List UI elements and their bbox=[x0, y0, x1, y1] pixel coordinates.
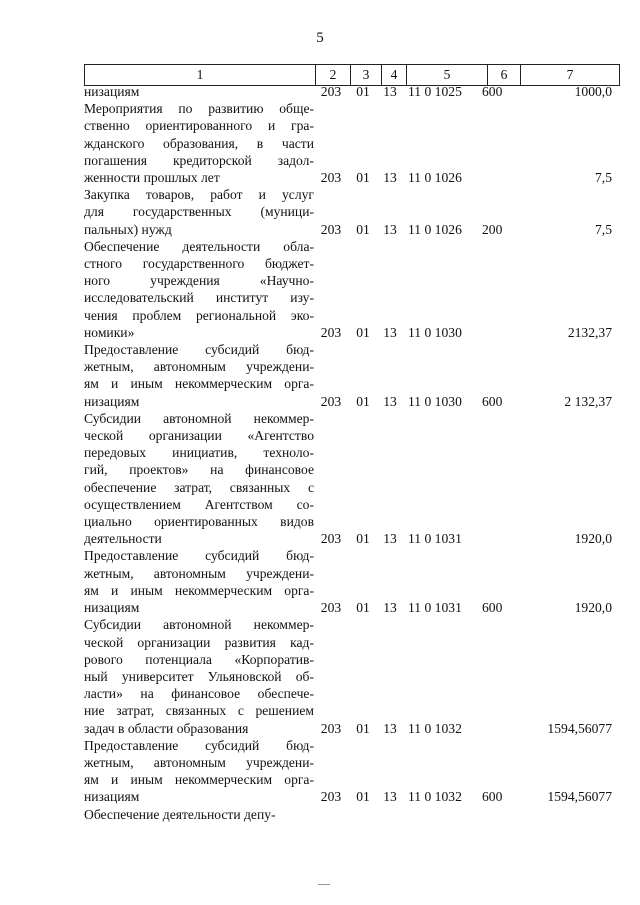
header-col-5: 5 bbox=[406, 65, 487, 85]
description-line: женности прошлых лет bbox=[84, 170, 220, 186]
description-line: ласти» на финансовое обеспече- bbox=[84, 686, 314, 702]
header-col-2: 2 bbox=[315, 65, 350, 85]
cell-c2: 203 bbox=[320, 221, 342, 237]
table-row bbox=[84, 806, 612, 823]
description-line: ям и иным некоммерческим орга- bbox=[84, 772, 314, 788]
cell-c7: 7,5 bbox=[595, 170, 612, 186]
description-line: жданского образования, в части bbox=[84, 135, 314, 151]
cell-c4: 13 bbox=[383, 789, 397, 805]
description-line: низациям bbox=[84, 84, 140, 99]
cell-c5: 11 0 1031 bbox=[408, 531, 462, 547]
description-line: погашения кредиторской задол- bbox=[84, 152, 314, 168]
row-description bbox=[84, 238, 314, 341]
row-description bbox=[84, 341, 314, 410]
description-line: исследовательский институт изу- bbox=[84, 290, 314, 306]
description-line: ного учреждения «Научно- bbox=[84, 273, 314, 289]
cell-c3: 01 bbox=[356, 789, 370, 805]
cell-c2: 203 bbox=[320, 84, 342, 99]
cell-c2: 203 bbox=[320, 324, 342, 340]
table-body bbox=[84, 83, 612, 823]
cell-c4: 13 bbox=[383, 324, 397, 340]
cell-c4: 13 bbox=[383, 600, 397, 616]
cell-c5: 11 0 1026 bbox=[408, 170, 462, 186]
cell-c4: 13 bbox=[383, 393, 397, 409]
description-line: Предоставление субсидий бюд- bbox=[84, 737, 314, 753]
row-description bbox=[84, 83, 314, 100]
description-line: Мероприятия по развитию обще- bbox=[84, 101, 314, 117]
cell-c3: 01 bbox=[356, 221, 370, 237]
table-row bbox=[84, 547, 612, 616]
description-line: ственно ориентированного и гра- bbox=[84, 118, 314, 134]
table-row bbox=[84, 238, 612, 341]
cell-c4: 13 bbox=[383, 221, 397, 237]
header-col-3: 3 bbox=[350, 65, 381, 85]
page-number: 5 bbox=[316, 30, 324, 46]
cell-c6: 600 bbox=[482, 600, 503, 616]
table-row bbox=[84, 186, 612, 238]
row-description bbox=[84, 100, 314, 186]
description-line: номики» bbox=[84, 324, 135, 340]
header-col-1: 1 bbox=[196, 67, 204, 82]
cell-c6: 600 bbox=[482, 84, 503, 99]
cell-c5: 11 0 1025 bbox=[408, 84, 462, 99]
cell-c4: 13 bbox=[383, 170, 397, 186]
description-line: низациям bbox=[84, 789, 140, 805]
cell-c2: 203 bbox=[320, 393, 342, 409]
row-description bbox=[84, 410, 314, 548]
cell-c6: 600 bbox=[482, 393, 503, 409]
cell-c7: 1594,56077 bbox=[547, 720, 612, 736]
cell-c7: 1920,0 bbox=[574, 531, 612, 547]
description-line: Обеспечение деятельности депу- bbox=[84, 806, 276, 822]
header-col-4: 4 bbox=[381, 65, 406, 85]
cell-c7: 2132,37 bbox=[567, 324, 612, 340]
row-description bbox=[84, 616, 314, 736]
description-line: жетным, автономным учреждени- bbox=[84, 565, 314, 581]
header-col-6: 6 bbox=[487, 65, 520, 85]
cell-c5: 11 0 1026 bbox=[408, 221, 462, 237]
row-description bbox=[84, 737, 314, 806]
row-description bbox=[84, 806, 314, 823]
cell-c5: 11 0 1032 bbox=[408, 789, 462, 805]
cell-c6: 200 bbox=[482, 221, 503, 237]
description-line: гий, проектов» на финансовое bbox=[84, 462, 314, 478]
cell-c6: 600 bbox=[482, 789, 503, 805]
cell-c2: 203 bbox=[320, 600, 342, 616]
description-line: ям и иным некоммерческим орга- bbox=[84, 376, 314, 392]
cell-c5: 11 0 1032 bbox=[408, 720, 462, 736]
description-line: Закупка товаров, работ и услуг bbox=[84, 187, 314, 203]
description-line: циально ориентированных видов bbox=[84, 514, 314, 530]
cell-c4: 13 bbox=[383, 84, 397, 99]
description-line: Предоставление субсидий бюд- bbox=[84, 342, 314, 358]
cell-c2: 203 bbox=[320, 170, 342, 186]
footer-mark bbox=[318, 884, 330, 885]
cell-c7: 1594,56077 bbox=[547, 789, 612, 805]
cell-c3: 01 bbox=[356, 170, 370, 186]
description-line: чения проблем региональной эко- bbox=[84, 307, 314, 323]
description-line: Субсидии автономной некоммер- bbox=[84, 617, 314, 633]
cell-c4: 13 bbox=[383, 531, 397, 547]
description-line: Предоставление субсидий бюд- bbox=[84, 548, 314, 564]
description-line: осуществлением Агентством со- bbox=[84, 496, 314, 512]
description-line: передовых инициатив, техноло- bbox=[84, 445, 314, 461]
description-line: обеспечение затрат, связанных с bbox=[84, 479, 314, 495]
cell-c7: 7,5 bbox=[595, 221, 612, 237]
cell-c5: 11 0 1030 bbox=[408, 393, 462, 409]
cell-c3: 01 bbox=[356, 393, 370, 409]
table-row bbox=[84, 341, 612, 410]
row-description bbox=[84, 547, 314, 616]
table-row bbox=[84, 83, 612, 100]
cell-c7: 1000,0 bbox=[574, 84, 612, 99]
description-line: ческой организации развития кад- bbox=[84, 634, 314, 650]
description-line: для государственных (муници- bbox=[84, 204, 314, 220]
table-row bbox=[84, 410, 612, 548]
table-row bbox=[84, 737, 612, 806]
cell-c3: 01 bbox=[356, 84, 370, 99]
cell-c5: 11 0 1031 bbox=[408, 600, 462, 616]
cell-c2: 203 bbox=[320, 789, 342, 805]
description-line: ный университет Ульяновской об- bbox=[84, 668, 314, 684]
description-line: жетным, автономным учреждени- bbox=[84, 754, 314, 770]
cell-c3: 01 bbox=[356, 600, 370, 616]
description-line: Субсидии автономной некоммер- bbox=[84, 410, 314, 426]
cell-c2: 203 bbox=[320, 720, 342, 736]
description-line: жетным, автономным учреждени- bbox=[84, 359, 314, 375]
description-line: ние затрат, связанных с решением bbox=[84, 703, 314, 719]
description-line: стного государственного бюджет- bbox=[84, 256, 314, 272]
cell-c4: 13 bbox=[383, 720, 397, 736]
cell-c7: 1920,0 bbox=[574, 600, 612, 616]
table-row bbox=[84, 616, 612, 736]
cell-c3: 01 bbox=[356, 324, 370, 340]
cell-c2: 203 bbox=[320, 531, 342, 547]
description-line: рового потенциала «Корпоратив- bbox=[84, 651, 314, 667]
description-line: ям и иным некоммерческим орга- bbox=[84, 582, 314, 598]
description-line: ческой организации «Агентство bbox=[84, 428, 314, 444]
description-line: задач в области образования bbox=[84, 720, 249, 736]
cell-c3: 01 bbox=[356, 531, 370, 547]
header-col-7: 7 bbox=[520, 65, 619, 85]
description-line: Обеспечение деятельности обла- bbox=[84, 238, 314, 254]
cell-c7: 2 132,37 bbox=[564, 393, 612, 409]
table-row bbox=[84, 100, 612, 186]
description-line: низациям bbox=[84, 393, 140, 409]
description-line: деятельности bbox=[84, 531, 162, 547]
description-line: низациям bbox=[84, 600, 140, 616]
row-description bbox=[84, 186, 314, 238]
cell-c5: 11 0 1030 bbox=[408, 324, 462, 340]
description-line: пальных) нужд bbox=[84, 221, 172, 237]
cell-c3: 01 bbox=[356, 720, 370, 736]
